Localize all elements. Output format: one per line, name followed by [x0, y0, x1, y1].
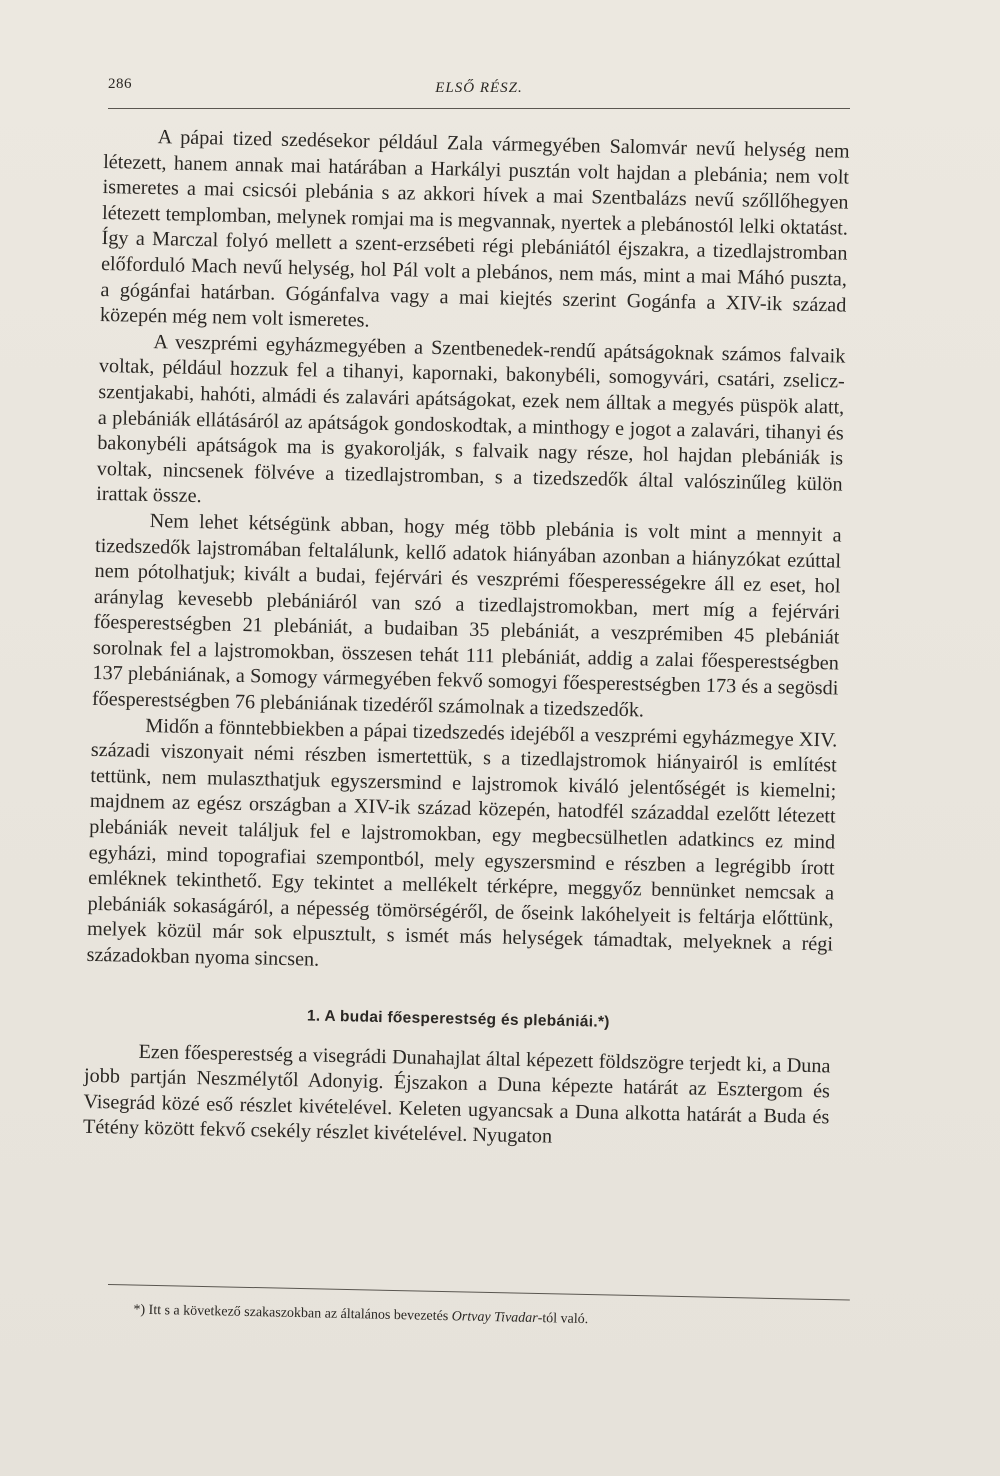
paragraph: Midőn a fönntebbiekben a pápai tizedszedés idejéből a veszprémi egyházmegye XIV. századi viszonyait némi részben ismertettük, s a tizedlajstromok hiányairól is említést tettünk, nem mulaszthatjuk egyszersmind e lajstromok kiváló jelentőségét is kiemelni; majdnem az egész országban a XIV-ik század közepén, hatodfél századdal ezelőtt létezett plebániák neveit találjuk fel e lajstromokban, egy megbecsülhetlen adatkincs ez mind egyházi, mind topografiai szempontból, mely egyszersmind e részben a legrégibb írott emléknek tekinthető. Egy tekintet a mellékelt térképre, meggyőz bennünket nemcsak a plebániák sokaságáról, a népesség tömörségéről, de őseink lakóhelyeit is feltárja előttünk, melyek közül már sok elpusztult, s ismét más helységek támadtak, melyeknek a régi századokban nyoma sincsen. [86, 714, 838, 971]
paragraph: Nem lehet kétségünk abban, hogy még több plebánia is volt mint a mennyit a tizedszedők lajstromában feltalálunk, kellő adatok hiányában azonban a hiányzókat ezúttal nem pótolhatjuk; kivált a budai, fejérvári és veszprémi főesperességekre áll ez eset, hol aránylag kevesebb plebániáról van szó a tizedlajstromokban, mert míg a fejérvári főesperestségben 21 plebániát, a budaiban 35 plebániát, a veszprémiben 45 plebániát sorolnak fel a lajstromokban, összesen tehát 111 plebániát, addig a zalai főesperestségben 137 plebániának, a Somogy vármegyében fekvő somogyi főesperestségben 173 és a segösdi főesperestségben 76 plebániának tizedéről számolnak a tizedszedők. [91, 509, 842, 722]
running-title: ELSŐ RÉSZ. [435, 80, 523, 96]
footnote [107, 1301, 849, 1335]
page-number: 286 [108, 76, 132, 92]
paragraph: A pápai tized szedésekor például Zala vármegyében Salomvár nevű helység nem létezett, hanem annak mai határában a Harkályi pusztán volt hajdan a plebánia; nem volt ismeretes a mai csicsói plebánia s az akkori hívek a mai Szentbalázs nevű szőllőhegyen létezett templomban, melynek romjai ma is megvannak, nyertek a plebánostól lelki oktatást. Így a Marczal folyó mellett a szent-erzsébeti régi plebániától éjszakra, a tizedlajstromban előforduló Mach nevű helység, hol Pál volt a plebános, nem más, mint a mai Máhó puszta, a gógánfai határban. Gógánfalva vagy a mai kiejtés szerint Gogánfa a XIV-ik század közepén még nem volt ismeretes. [99, 126, 850, 332]
footnote-author: Ortvay Tivadar [451, 1309, 538, 1327]
paragraph: A veszprémi egyházmegyében a Szentbenedek-rendű apátságoknak számos falvaik voltak, például hozzuk fel a tihanyi, kapornaki, bakonybéli, somogyvári, csatári, zselicz-szentjakabi, hahóti, almádi és zalavári apátságokat, ezek nem álltak a megyés püspök alatt, a plebániák ellátásáról az apátságok gondoskodtak, a minthogy e jogot a zalavári, tihanyi és bakonybéli apátságok ma is gyakorolják, s falvaik nagy része, hol hajdan plebániák is voltak, nincsenek fölvéve a tizedlajstromban, s a tizedszedők által valószinűleg külön irattak össze. [96, 330, 846, 508]
section-heading: 1. A budai főesperestség és plebániái.*) [306, 1007, 610, 1031]
footnote-area [107, 1284, 850, 1335]
section-paragraph: Ezen főesperestség a visegrádi Dunahajlat által képezett földszögre terjedt ki, a Duna jobb partján Neszmélytől Adonyig. Éjszakon a Duna képezte határát az Esztergom és Visegrád közé eső részlet kivételével. Keleten ugyancsak a Duna alkotta határát a Buda és Tétény között fekvő csekély részlet kivételével. Nyugaton [82, 1040, 831, 1148]
page-header [108, 70, 850, 110]
main-text [83, 124, 850, 1156]
footnote-rule [108, 1284, 850, 1301]
header-rule [108, 108, 850, 109]
footnote-text-end: -tól való. [537, 1311, 589, 1328]
footnote-text: *) Itt s a következő szakaszokban az általános bevezetés [133, 1302, 452, 1325]
